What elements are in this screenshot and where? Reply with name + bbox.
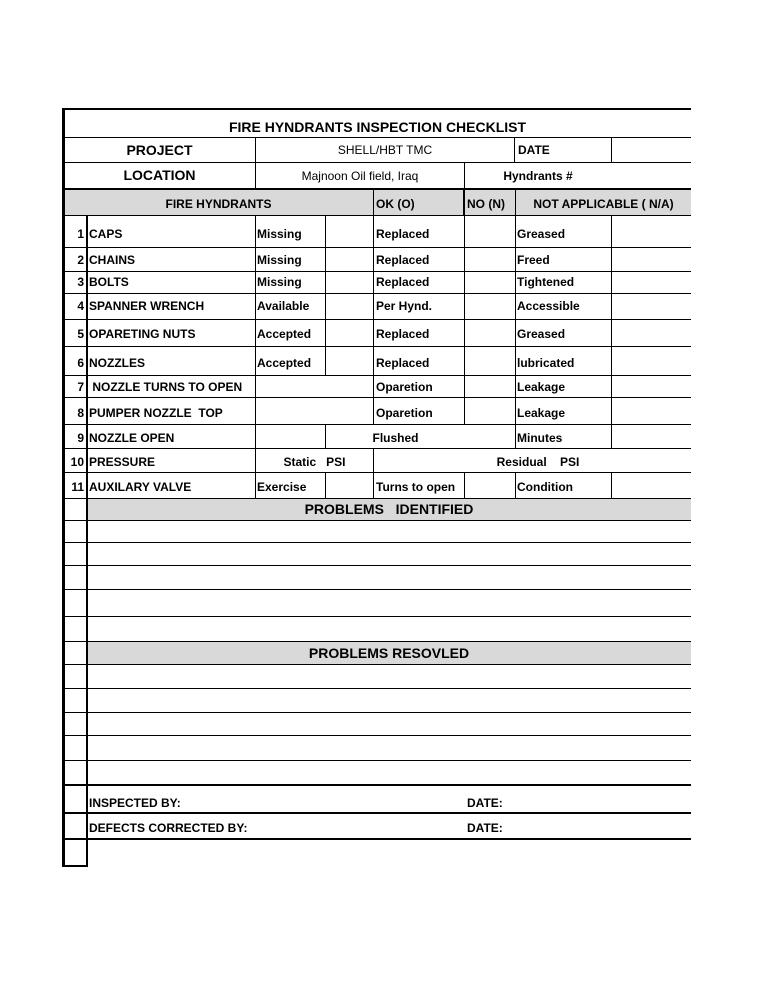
row-number: 6 (77, 356, 84, 370)
column-header-no: NO (N) (467, 197, 505, 211)
row-option-c: Condition (517, 480, 573, 494)
defects-corrected-by-label: DEFECTS CORRECTED BY: (89, 821, 248, 835)
row-item: BOLTS (89, 275, 129, 289)
row-item: CHAINS (89, 253, 136, 267)
row-option-a: Accepted (257, 356, 312, 370)
bottom-border (62, 865, 88, 867)
row-item: NOZZLE OPEN (89, 431, 175, 445)
row-option-c: Tightened (517, 275, 575, 289)
row-number: 1 (77, 227, 84, 241)
row-item: CAPS (89, 227, 123, 241)
row-option-b: Replaced (376, 327, 430, 341)
column-header-ok: OK (O) (376, 197, 415, 211)
row-option-a: Available (257, 299, 310, 313)
row-option-c: Freed (517, 253, 550, 267)
row-option-a: Missing (257, 253, 302, 267)
defects-date-label: DATE: (467, 821, 503, 835)
row-option-b: Replaced (376, 356, 430, 370)
date-label: DATE (518, 143, 550, 157)
row-item: NOZZLES (89, 356, 145, 370)
row-number: 2 (77, 253, 84, 267)
row-number: 8 (77, 406, 84, 420)
row-option-a: Missing (257, 275, 302, 289)
row-option-a: Static PSI (283, 455, 346, 469)
row-number: 11 (71, 480, 84, 494)
row-item: NOZZLE TURNS TO OPEN (89, 380, 243, 394)
hydrants-number-label: Hyndrants # (503, 169, 573, 183)
row-item: OPARETING NUTS (89, 327, 196, 341)
row-option-c: Minutes (517, 431, 563, 445)
row-option-b: Replaced (376, 253, 430, 267)
top-border (62, 108, 691, 110)
row-option-a: Exercise (257, 480, 307, 494)
row-option-b: Oparetion (376, 380, 433, 394)
inspected-date-label: DATE: (467, 796, 503, 810)
row-option-c: Greased (517, 327, 566, 341)
problems-resolved-heading: PROBLEMS RESOVLED (308, 645, 470, 661)
row-option-b: Oparetion (376, 406, 433, 420)
row-number: 5 (77, 327, 84, 341)
row-option-c: Greased (517, 227, 566, 241)
row-option-c: lubricated (517, 356, 575, 370)
row-option-c: Accessible (517, 299, 580, 313)
row-number: 10 (70, 455, 84, 469)
row-number: 4 (77, 299, 84, 313)
location-label: LOCATION (123, 167, 196, 183)
column-header-na: NOT APPLICABLE ( N/A) (533, 197, 674, 211)
row-option-b: Per Hynd. (376, 299, 433, 313)
inspected-by-label: INSPECTED BY: (89, 796, 181, 810)
row-option-a: Missing (257, 227, 302, 241)
row-item: PRESSURE (89, 455, 156, 469)
row-option-b: Replaced (376, 227, 430, 241)
row-number: 7 (77, 380, 84, 394)
row-option-b: Replaced (376, 275, 430, 289)
row-item: PUMPER NOZZLE TOP (89, 406, 223, 420)
row-number: 3 (77, 275, 84, 289)
row-option-c: Leakage (517, 380, 566, 394)
row-item: SPANNER WRENCH (89, 299, 205, 313)
row-option-b: Flushed (372, 431, 419, 445)
project-value: SHELL/HBT TMC (337, 143, 433, 157)
project-label: PROJECT (126, 142, 193, 158)
column-header-item: FIRE HYNDRANTS (165, 197, 272, 211)
row-option-b: Turns to open (376, 480, 456, 494)
row-option-a: Accepted (257, 327, 312, 341)
row-number: 9 (77, 431, 84, 445)
location-value: Majnoon Oil field, Iraq (301, 169, 419, 183)
row-item: AUXILARY VALVE (89, 480, 192, 494)
page-title: FIRE HYNDRANTS INSPECTION CHECKLIST (228, 119, 527, 135)
row-option-c: Residual PSI (496, 455, 580, 469)
problems-identified-heading: PROBLEMS IDENTIFIED (304, 501, 474, 517)
row-option-c: Leakage (517, 406, 566, 420)
row-number-column-line (86, 215, 88, 867)
